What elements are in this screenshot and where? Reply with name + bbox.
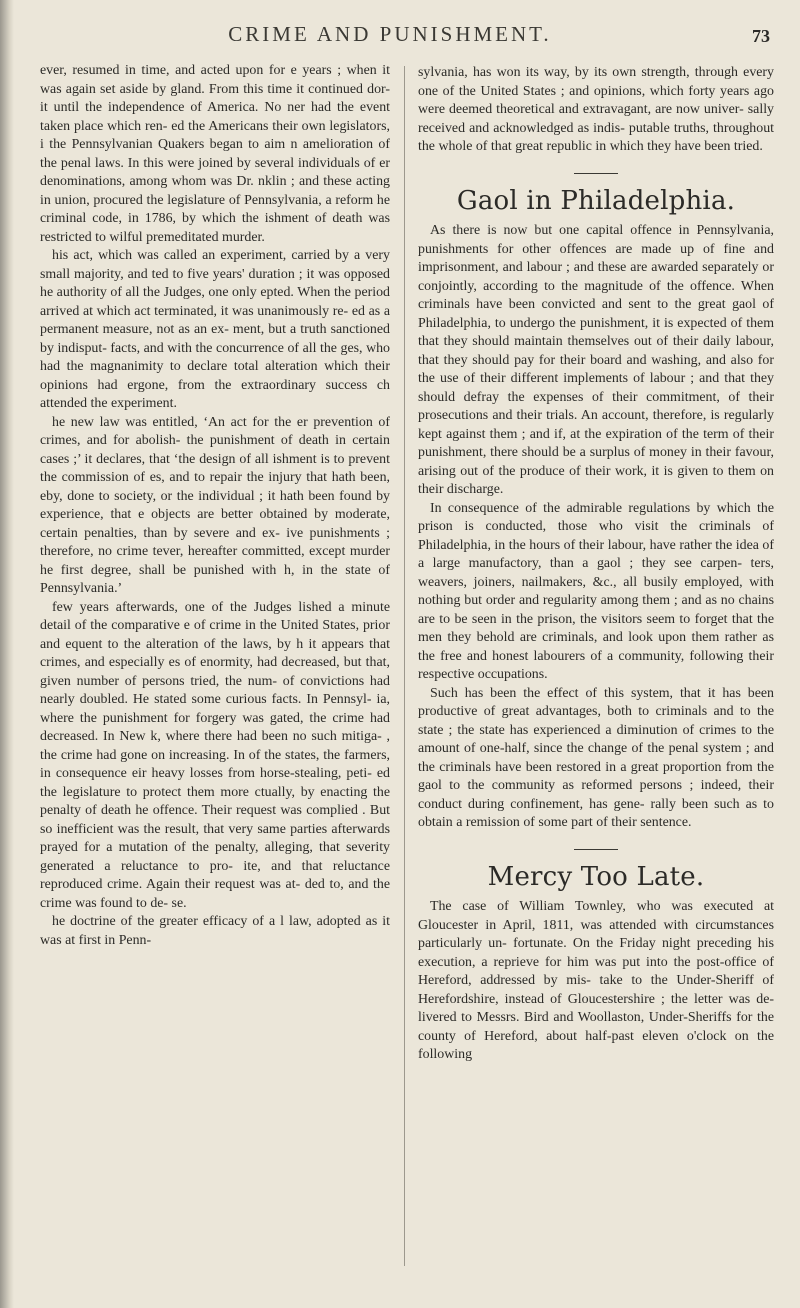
left-paragraph: few years afterwards, one of the Judges lished a minute detail of the comparative e of crime in the United States, prior and equent to the alteration of the laws, by h it appears that crimes, and especially es of enormity, had decreased, but that, given number of persons tried, the num- of convictions had nearly doubled. He stated some curious facts. In Pennsyl- ia, where the punishment for forgery was gated, the crime had decreased. In New k, where there had been no such mitiga- , the crime had gone on increasing. In of the states, the farmers, in consequence eir heavy losses from horse-stealing, peti- ed the legislature to protect them more ctually, by enacting the penalty of death he offence. Their request was complied . But so inefficient was the result, that very same parties afterwards prayed for a mutation of the penalty, alleging, that severity generated a reluctance to pro- ite, and that reluctance reproduced crime. Again their request was at- ded to, and the crime was found to de- se. xyxy=(40,599,390,911)
right-column xyxy=(418,64,774,1065)
page-header xyxy=(0,22,800,62)
left-column xyxy=(40,62,390,1282)
left-paragraph: ever, resumed in time, and acted upon for e years ; when it was again set aside by gland. From this time it continued dor- it until the independence of America. No ner had the event taken place which ren- ed the Americans their own legislators, i the Pennsylvanian Quakers began to aim n amelioration of the penal laws. In this were joined by several individuals of er denominations, among whom was Dr. nklin ; and these acting in union, procured the legislature of Pennsylvania, a reform he criminal code, in 1786, by which the ishment of death was restricted to wilful premeditated murder. xyxy=(40,63,390,245)
column-divider xyxy=(404,66,405,1266)
gaol-paragraph: Such has been the effect of this system, that it has been productive of great advantages, both to criminals and to the state ; the state has experienced a diminution of crimes to the amount of one-half, since the change of the penal system ; and the criminals have been restored in a great proportion from the gaol to the community as reformed persons ; indeed, their conduct during confinement, has gene- rally been such as to obtain a remission of some part of their sentence. xyxy=(418,685,774,830)
section-heading-gaol: Gaol in Philadelphia. xyxy=(456,185,736,216)
gaol-paragraph: As there is now but one capital offence in Pennsylvania, punishments for other offences are made up of fine and imprisonment, and labour ; and these are awarded separately or conjointly, according to the magnitude of the offence. When criminals have been convicted and sent to the great gaol of Philadelphia, to undergo the punishment, it is expected of them that they should maintain themselves out of their daily labour, that they should pay for their board and washing, and also for the use of their different implements of labour ; and that they should defray the expenses of their commitment, of their prosecutions and their trials. An account, therefore, is regularly kept against them ; and if, at the expiration of the term of their punishment, there should be a surplus of money in their favour, arising out of the produce of their work, it is given to them on their discharge. xyxy=(418,223,774,497)
section-rule xyxy=(574,849,618,850)
mercy-paragraph: The case of William Townley, who was executed at Gloucester in April, 1811, was attended with circumstances particularly un- fortunate. On the Friday night preceding his execution, a reprieve for him was put into the post-office of Hereford, addressed by mis- take to the Under-Sheriff of Herefordshire, instead of Gloucestershire ; the letter was de- livered to Messrs. Bird and Woollaston, Under-Sheriffs for the county of Hereford, about half-past eleven o'clock on the following xyxy=(418,899,774,1062)
running-title: CRIME AND PUNISHMENT. xyxy=(228,22,552,46)
right-intro-paragraph: sylvania, has won its way, by its own strength, through every one of the United States ; and opinions, which forty years ago were deemed theoretical and extravagant, are now univer- sally received and acknowledged as indis- putable truths, throughout the whole of that great republic in which they have been tried. xyxy=(418,65,774,154)
gaol-paragraph: In consequence of the admirable regulations by which the prison is conducted, those who visit the criminals of Philadelphia, in the hours of their labour, have rather the idea of a large manufactory, than a gaol ; they see carpen- ters, weavers, joiners, nailmakers, &c., all busily employed, with nothing but order and regularity among them ; and as no chains are to be seen in the prison, the visitors seem to forget that the men they behold are criminals, and look upon them rather as the free and honest labourers of a community, following their respective occupations. xyxy=(418,500,774,682)
left-paragraph: he doctrine of the greater efficacy of a l law, adopted as it was at first in Penn- xyxy=(40,914,390,948)
section-rule xyxy=(574,173,618,174)
left-paragraph: his act, which was called an experiment, carried by a very small majority, and ted to five years' duration ; it was opposed he authority of all the Judges, one only epted. When the period arrived at which act terminated, it was unanimously re- ed as a permanent measure, not as an ex- ment, but a truth sanctioned by indisput- facts, and with the concurrence of all the ges, who had the magnanimity to declare total alteration which their opinions had ergone, from the extraordinary success ch attended the experiment. xyxy=(40,248,390,411)
section-heading-mercy: Mercy Too Late. xyxy=(487,861,705,892)
left-paragraph: he new law was entitled, ‘An act for the er prevention of crimes, and for abolish- the punishment of death in certain cases ;’ it declares, that ‘the design of all ishment is to prevent the commission of es, and to repair the injury that hath been, eby, done to society, or the individual ; it hath been found by experience, that e objects are better obtained by moderate, certain penalties, than by severe and ex- ive punishments ; therefore, no crime tever, hereafter committed, except murder he first degree, shall be punished with h, in the state of Pennsylvania.’ xyxy=(40,414,390,596)
book-binding-shadow xyxy=(0,0,14,1308)
page-number: 73 xyxy=(752,26,770,46)
